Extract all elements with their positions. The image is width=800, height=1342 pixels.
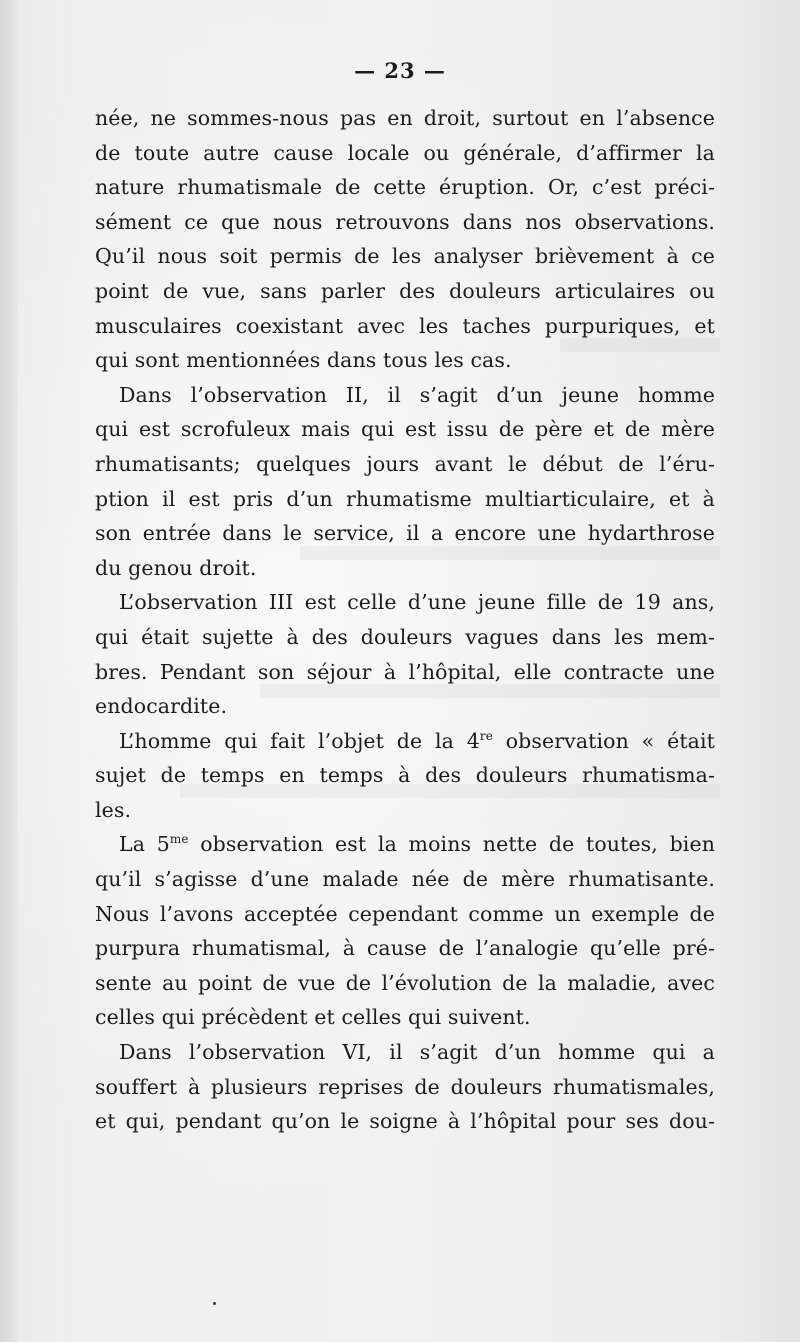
text-segment: La 5 xyxy=(119,832,170,857)
text-line xyxy=(95,585,715,620)
text-segment: et qui, pendant qu’on le soigne à l’hôpital pour ses dou- xyxy=(95,1109,715,1134)
text-segment: souffert à plusieurs reprises de douleurs rhumatismales, xyxy=(95,1074,715,1099)
text-line xyxy=(95,136,715,171)
text-segment: les. xyxy=(95,797,132,822)
text-line xyxy=(95,205,715,240)
text-line xyxy=(95,1070,715,1105)
text-line xyxy=(95,516,715,551)
text-segment: qui sont mentionnées dans tous les cas. xyxy=(95,348,512,373)
text-segment: sujet de temps en temps à des douleurs rhumatisma- xyxy=(95,763,715,788)
text-line xyxy=(95,897,715,932)
text-segment: L’homme qui fait l’objet de la 4 xyxy=(119,728,480,753)
superscript: re xyxy=(479,728,493,743)
text-line xyxy=(95,758,715,793)
superscript: me xyxy=(169,832,189,847)
text-line xyxy=(95,239,715,274)
text-segment: ption il est pris d’un rhumatisme multiarticulaire, et à xyxy=(95,486,715,511)
text-segment: qui est scrofuleux mais qui est issu de père et de mère xyxy=(95,417,715,442)
text-line xyxy=(95,966,715,1001)
text-segment: point de vue, sans parler des douleurs articulaires ou xyxy=(95,278,715,303)
text-segment: purpura rhumatismal, à cause de l’analogie qu’elle pré- xyxy=(95,936,715,961)
text-line xyxy=(95,378,715,413)
text-line xyxy=(95,724,715,759)
text-segment: son entrée dans le service, il a encore une hydarthrose xyxy=(95,521,715,546)
text-line xyxy=(95,551,715,586)
text-segment: rhumatisants; quelques jours avant le début de l’éru- xyxy=(95,451,715,476)
body-text xyxy=(95,101,715,1139)
text-line xyxy=(95,309,715,344)
text-line xyxy=(95,447,715,482)
text-line xyxy=(95,689,715,724)
text-line xyxy=(95,793,715,828)
text-segment: Dans l’observation II, il s’agit d’un jeune homme xyxy=(119,382,715,407)
text-line xyxy=(95,620,715,655)
ink-speck xyxy=(213,1302,216,1305)
text-line xyxy=(95,827,715,862)
text-segment: L’observation III est celle d’une jeune fille de 19 ans, xyxy=(119,590,715,615)
text-segment: Qu’il nous soit permis de les analyser brièvement à ce xyxy=(95,244,715,269)
text-segment: celles qui précèdent et celles qui suivent. xyxy=(95,1005,531,1030)
text-line xyxy=(95,1104,715,1139)
text-segment: de toute autre cause locale ou générale, d’affirmer la xyxy=(95,140,715,165)
text-segment: du genou droit. xyxy=(95,555,257,580)
text-segment: nature rhumatismale de cette éruption. Or, c’est préci- xyxy=(95,175,715,200)
text-segment: observation est la moins nette de toutes, bien xyxy=(188,832,715,857)
text-line xyxy=(95,931,715,966)
text-segment: sément ce que nous retrouvons dans nos observations. xyxy=(95,209,715,234)
text-line xyxy=(95,412,715,447)
text-line xyxy=(95,101,715,136)
text-segment: sente au point de vue de l’évolution de la maladie, avec xyxy=(95,970,715,995)
text-segment: qu’il s’agisse d’une malade née de mère rhumatisante. xyxy=(95,867,715,892)
text-segment: qui était sujette à des douleurs vagues dans les mem- xyxy=(95,624,715,649)
text-segment: bres. Pendant son séjour à l’hôpital, elle contracte une xyxy=(95,659,715,684)
text-segment: observation « était xyxy=(492,728,715,753)
text-line xyxy=(95,1000,715,1035)
text-line xyxy=(95,274,715,309)
text-segment: Nous l’avons acceptée cependant comme un exemple de xyxy=(95,901,715,926)
text-line xyxy=(95,343,715,378)
text-segment: Dans l’observation VI, il s’agit d’un homme qui a xyxy=(119,1040,715,1065)
text-line xyxy=(95,170,715,205)
text-line xyxy=(95,482,715,517)
text-line xyxy=(95,1035,715,1070)
text-segment: musculaires coexistant avec les taches purpuriques, et xyxy=(95,313,715,338)
text-line xyxy=(95,862,715,897)
text-line xyxy=(95,655,715,690)
text-segment: née, ne sommes-nous pas en droit, surtout en l’absence xyxy=(95,106,715,130)
text-segment: endocardite. xyxy=(95,694,228,719)
page-number: — 23 — xyxy=(354,58,446,83)
page-left-edge xyxy=(0,0,18,1342)
